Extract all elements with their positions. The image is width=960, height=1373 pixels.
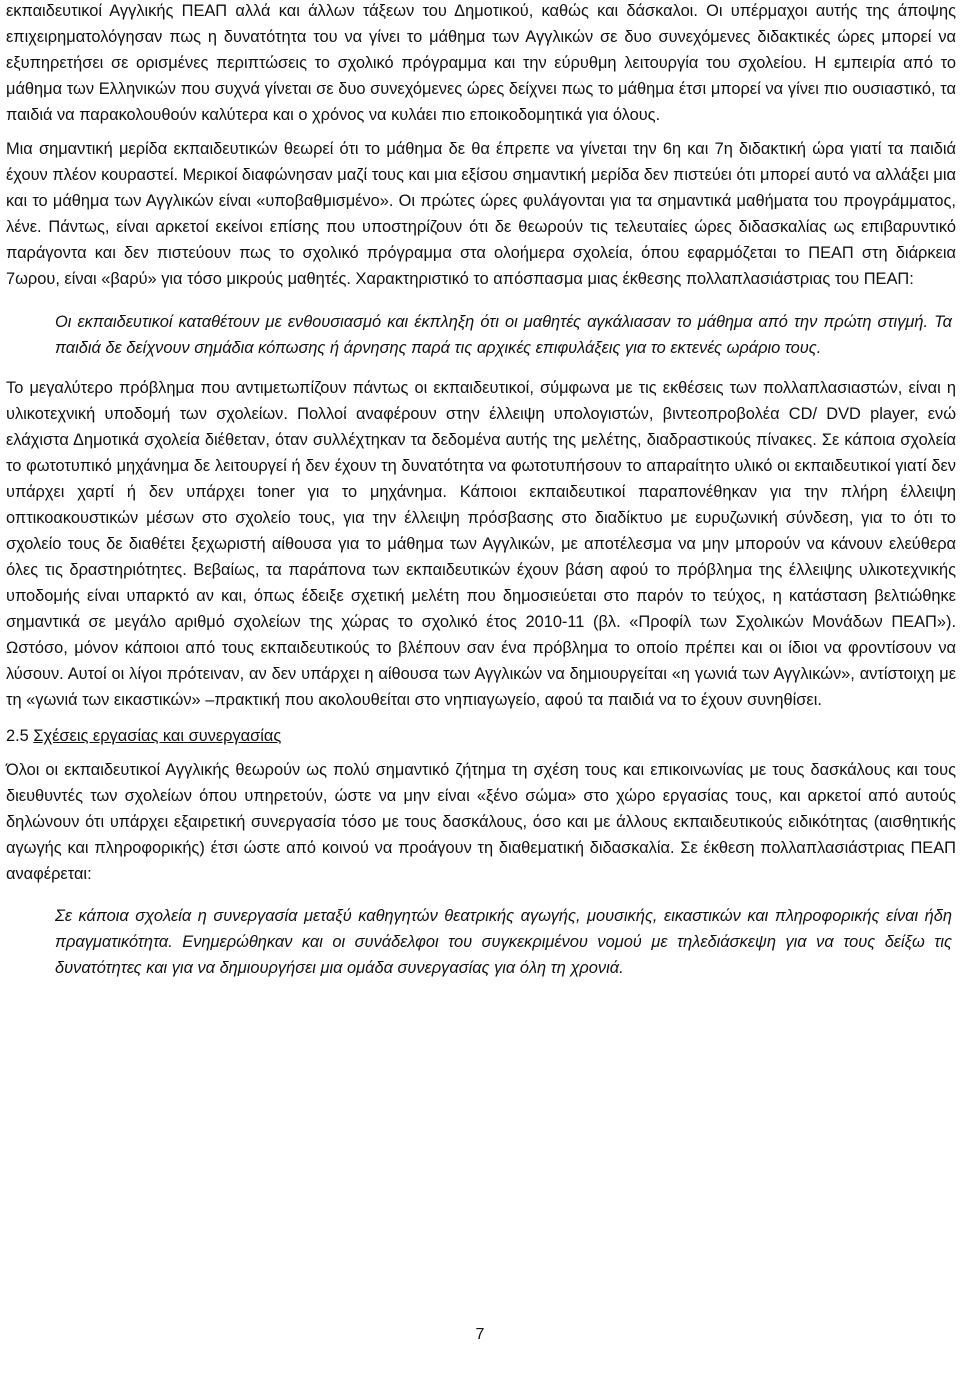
body-paragraph-1: εκπαιδευτικοί Αγγλικής ΠΕΑΠ αλλά και άλλων τάξεων του Δημοτικού, καθώς και δάσκαλοι. Οι υπέρμαχοι αυτής της άποψης επιχειρηματολόγησαν πως η δυνατότητα του να γίνει το μάθημα των Αγγλικών σε δυο συνεχόμενες διδακτικές ώρες μπορεί να εξυπηρετήσει σε ορισμένες περιπτώσεις το σχολικό πρόγραμμα και την εύρυθμη λειτουργία του σχολείου. Η εμπειρία από το μάθημα των Ελληνικών που συχνά γίνεται σε δυο συνεχόμενες ώρες δείχνει πως το μάθημα έτσι μπορεί να γίνει πιο ουσιαστικό, τα παιδιά να παρακολουθούν καλύτερα και ο χρόνος να κυλάει πιο εποικοδομητικά για όλους. — [6, 2, 956, 124]
section-heading — [6, 723, 956, 749]
document-page — [6, 0, 956, 981]
block-quote-2: Σε κάποια σχολεία η συνεργασία μεταξύ καθηγητών θεατρικής αγωγής, μουσικής, εικαστικών και πληροφορικής είναι ήδη πραγματικότητα. Ενημερώθηκαν και οι συνάδελφοι του συγκεκριμένου νομού με τηλεδιάσκεψη για να τους δείξω τις δυνατότητες και για να δημιουργήσει μια ομάδα συνεργασίας για όλη τη χρονιά. — [55, 907, 952, 977]
block-quote-1: Οι εκπαιδευτικοί καταθέτουν με ενθουσιασμό και έκπληξη ότι οι μαθητές αγκάλιασαν το μάθημα από την πρώτη στιγμή. Τα παιδιά δε δείχνουν σημάδια κόπωσης ή άρνησης παρά τις αρχικές επιφυλάξεις για το εκτενές ωράριο τους. — [55, 313, 952, 357]
section-number: 2.5 — [6, 727, 29, 745]
body-paragraph-2: Μια σημαντική μερίδα εκπαιδευτικών θεωρεί ότι το μάθημα δε θα έπρεπε να γίνεται την 6η και 7η διδακτική ώρα γιατί τα παιδιά έχουν πλέον κουραστεί. Μερικοί διαφώνησαν μαζί τους και μια εξίσου σημαντική μερίδα δεν πιστεύει ότι μπορεί αυτό να αλλάξει μια και το μάθημα των Αγγλικών είναι «υποβαθμισμένο». Οι πρώτες ώρες φυλάγονται για τα σημαντικά μαθήματα του προγράμματος, λένε. Πάντως, είναι αρκετοί εκείνοι επίσης που υποστηρίζουν ότι δε θεωρούν τις τελευταίες ώρες διδασκαλίας ως επιβαρυντικό παράγοντα και δεν πιστεύουν πως το σχολικό πρόγραμμα στα ολοήμερα σχολεία, όπου εφαρμόζεται το ΠΕΑΠ στη διάρκεια 7ωρου, είναι «βαρύ» για τόσο μικρούς μαθητές. Χαρακτηριστικό το απόσπασμα μιας έκθεσης πολλαπλασιάστριας του ΠΕΑΠ: — [6, 140, 956, 288]
body-paragraph-3: Το μεγαλύτερο πρόβλημα που αντιμετωπίζουν πάντως οι εκπαιδευτικοί, σύμφωνα με τις εκθέσεις των πολλαπλασιαστών, είναι η υλικοτεχνική υποδομή των σχολείων. Πολλοί αναφέρουν στην έλλειψη υπολογιστών, βιντεοπροβολέα CD/ DVD player, ενώ ελάχιστα Δημοτικά σχολεία διέθεταν, όταν συλλέχτηκαν τα δεδομένα αυτής της μελέτης, διαδραστικούς πίνακες. Σε κάποια σχολεία το φωτοτυπικό μηχάνημα δε λειτουργεί ή δεν έχουν τη δυνατότητα να φωτοτυπήσουν το απαραίτητο υλικό οι εκπαιδευτικοί γιατί δεν υπάρχει χαρτί ή δεν υπάρχει toner για το μηχάνημα. Κάποιοι εκπαιδευτικοί παραπονέθηκαν για την πλήρη έλλειψη οπτικοακουστικών μέσων στο σχολείο τους, για την έλλειψη πρόσβασης στο διαδίκτυο με ευρυζωνική σύνδεση, για το ότι το σχολείο τους δε διαθέτει ξεχωριστή αίθουσα για το μάθημα των Αγγλικών, με αποτέλεσμα να μην μπορούν να κάνουν ελεύθερα όλες τις δραστηριότητες. Βεβαίως, τα παράπονα των εκπαιδευτικών έχουν βάση αφού το πρόβλημα της έλλειψης υλικοτεχνικής υποδομής είναι υπαρκτό αν και, όπως έδειξε σχετική μελέτη που δημοσιεύεται στο παρόν το τεύχος, η κατάσταση βελτιώθηκε σημαντικά σε μεγάλο αριθμό σχολείων της χώρας το σχολικό έτος 2010-11 (βλ. «Προφίλ των Σχολικών Μονάδων ΠΕΑΠ»). Ωστόσο, μόνον κάποιοι από τους εκπαιδευτικούς το βλέπουν σαν ένα πρόβλημα το οποίο πρέπει και οι ίδιοι να φροντίσουν να λύσουν. Αυτοί οι λίγοι πρότειναν, αν δεν υπάρχει η αίθουσα των Αγγλικών να δημιουργείται «η γωνιά των Αγγλικών», αντίστοιχη με τη «γωνιά των εικαστικών» –πρακτική που ακολουθείται στο νηπιαγωγείο, αφού τα παιδιά να το έχουν συνηθίσει. — [6, 379, 956, 709]
page-number: 7 — [475, 1326, 485, 1343]
section-title: Σχέσεις εργασίας και συνεργασίας — [33, 727, 282, 745]
body-paragraph-4: Όλοι οι εκπαιδευτικοί Αγγλικής θεωρούν ως πολύ σημαντικό ζήτημα τη σχέση τους και επικοινωνίας με τους δασκάλους και τους διευθυντές των σχολείων όπου υπηρετούν, ώστε να μην είναι «ξένο σώμα» στο χώρο εργασίας τους, και αρκετοί από αυτούς δηλώνουν ότι υπάρχει εξαιρετική συνεργασία τόσο με τους δασκάλους, όσο και με άλλους εκπαιδευτικούς ειδικότητας (αισθητικής αγωγής και πληροφορικής) έτσι ώστε από κοινού να προάγουν τη διαθεματική διδασκαλία. Σε έκθεση πολλαπλασιάστριας ΠΕΑΠ αναφέρεται: — [6, 761, 956, 883]
